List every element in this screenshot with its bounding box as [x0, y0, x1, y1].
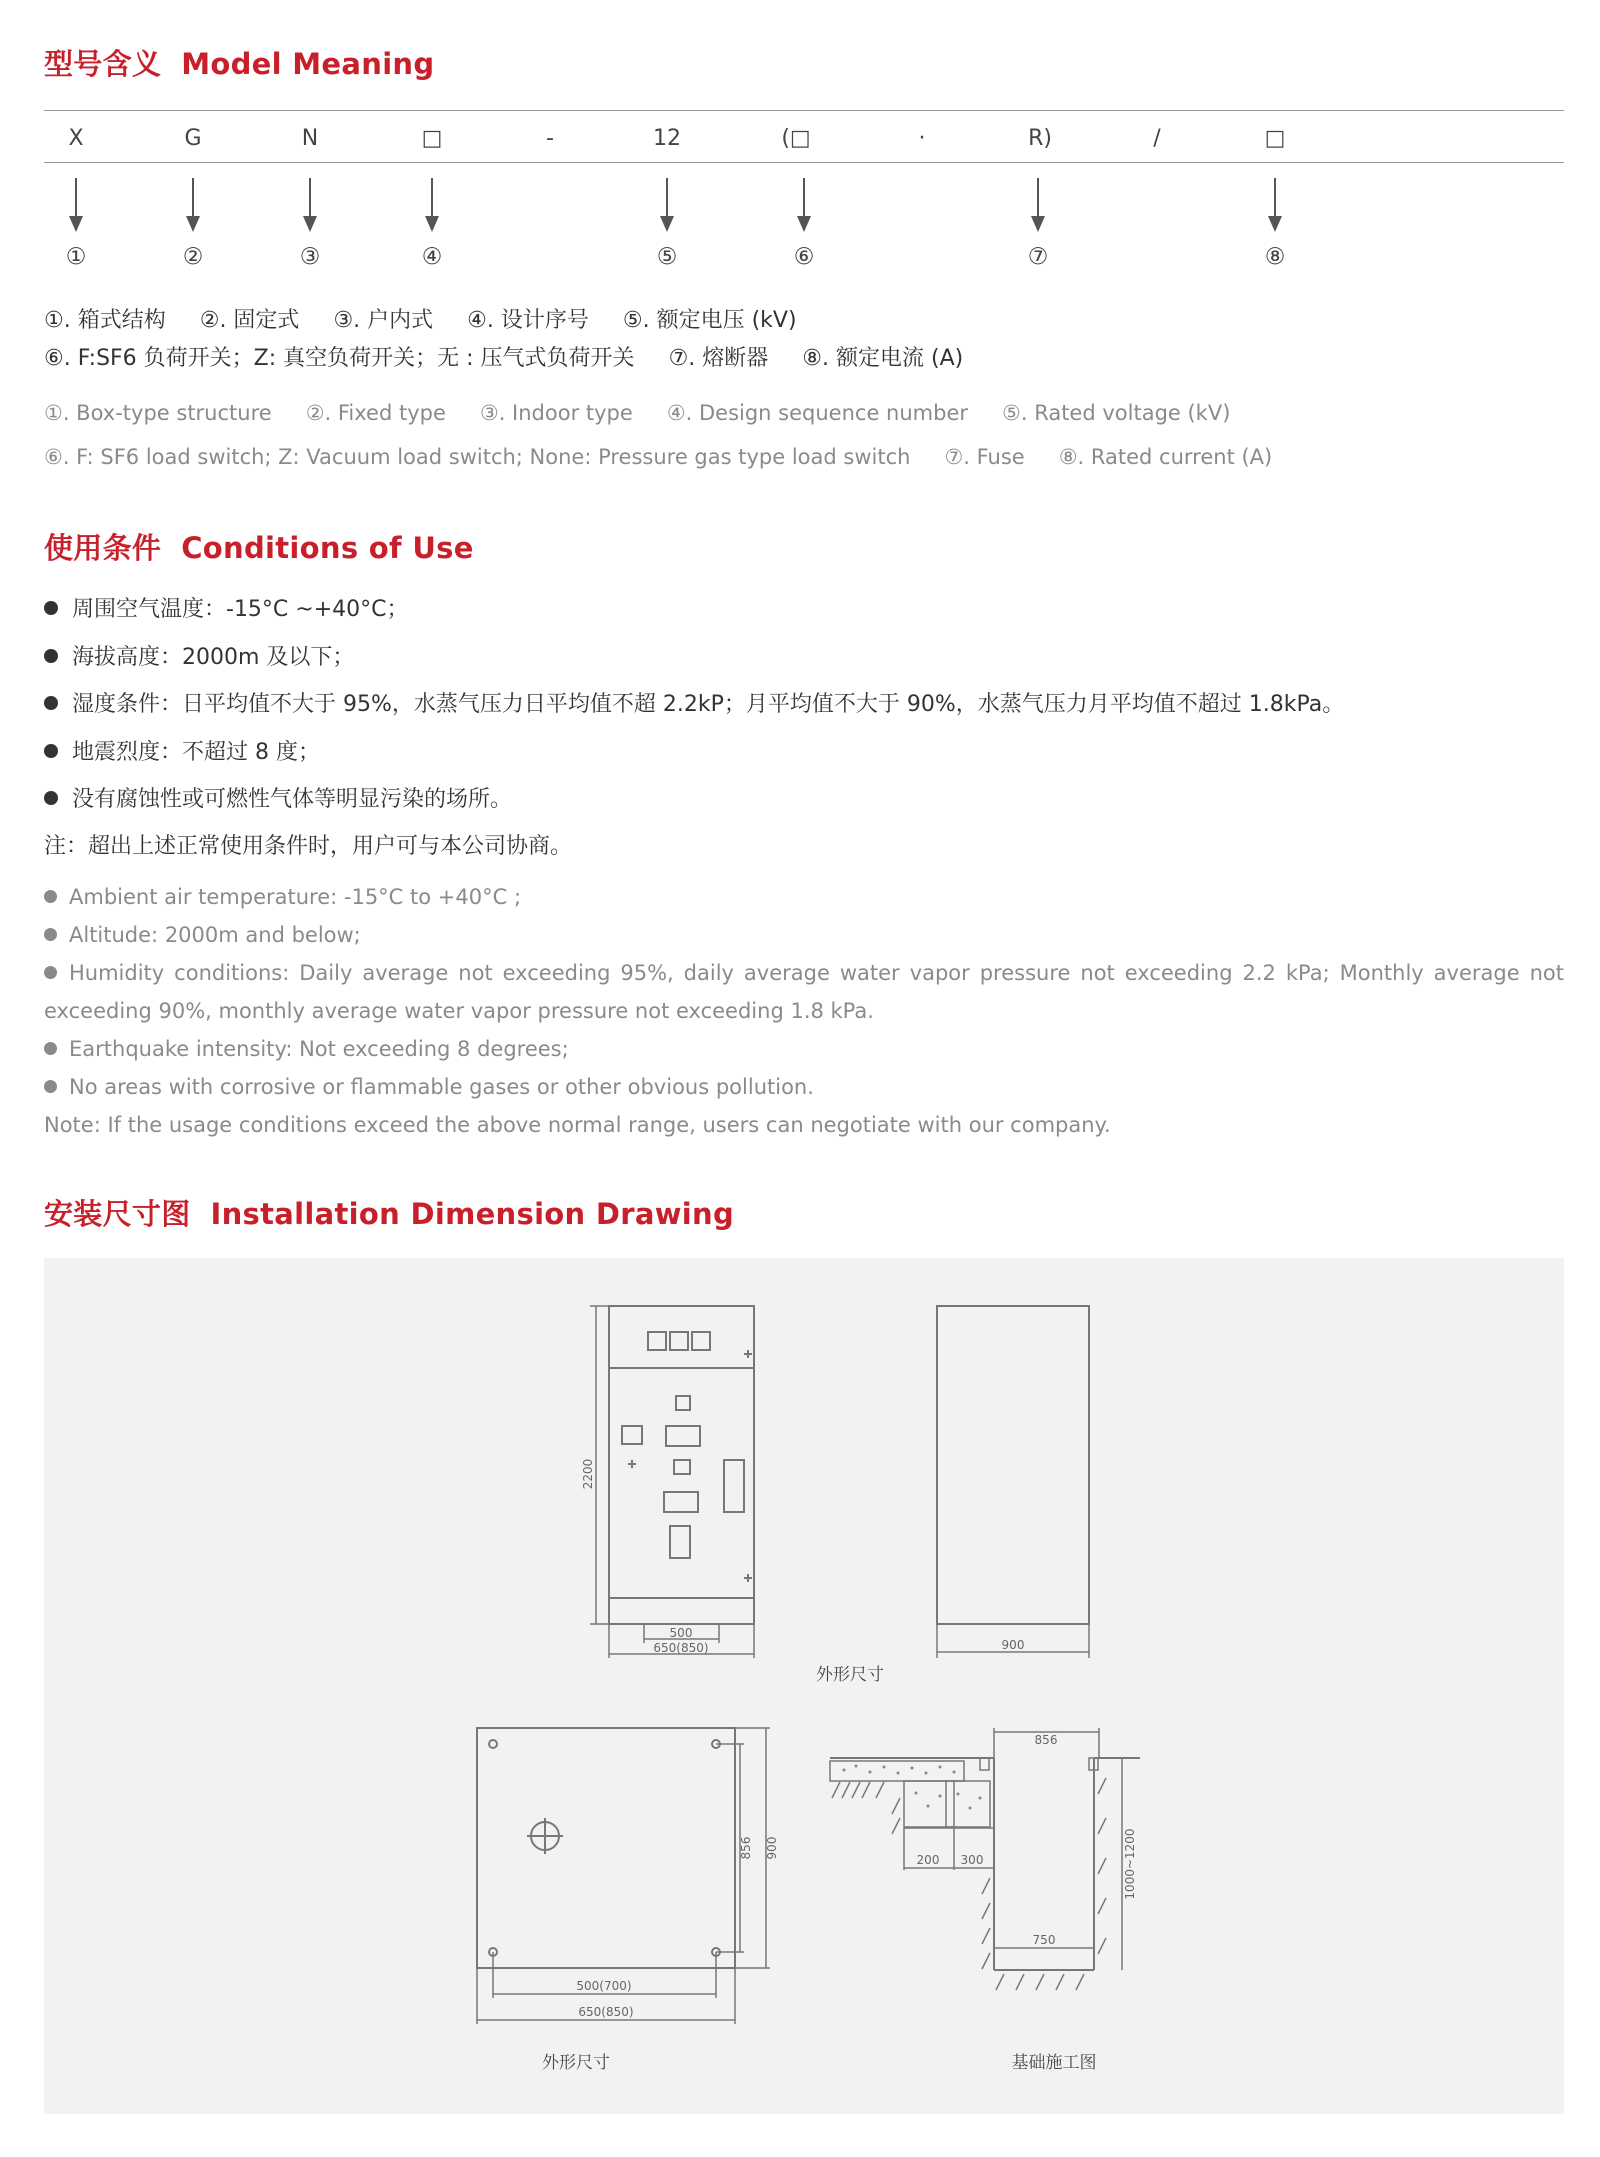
legend-item: ⑥. F: SF6 load switch; Z: Vacuum load switch; None: Pressure gas type load switch [44, 445, 911, 469]
plan-depth-inner-label: 856 [739, 1836, 753, 1860]
legend-item: ④. 设计序号 [467, 308, 589, 333]
side-view-cabinet [937, 1306, 1089, 1624]
conditions-title-cn: 使用条件 [44, 531, 162, 565]
down-arrow-icon [66, 178, 86, 234]
legend-item: ⑧. Rated current (A) [1058, 445, 1273, 469]
code-char: 12 [653, 126, 681, 151]
foundation-top-label: 856 [1034, 1733, 1058, 1747]
condition-cn-item: 没有腐蚀性或可燃性气体等明显污染的场所。 [44, 782, 512, 813]
condition-cn-item: 海拔高度：2000m 及以下； [44, 640, 354, 671]
code-char: - [546, 126, 554, 151]
legend-item: ②. 固定式 [199, 308, 300, 333]
code-char: N [301, 126, 319, 151]
down-arrow-icon [422, 178, 442, 234]
condition-cn-item: 地震烈度：不超过 8 度； [44, 735, 320, 766]
condition-en-item: Altitude: 2000m and below; [44, 916, 1564, 954]
condition-cn-item: 周围空气温度：-15°C ~+40°C； [44, 592, 409, 623]
plan-depth-outer-label: 900 [765, 1836, 779, 1860]
code-char: □ [421, 126, 443, 151]
plan-outer-width-label: 650(850) [578, 2005, 634, 2019]
code-bottom-rule [44, 162, 1564, 163]
foundation-bottom-label: 750 [1032, 1933, 1056, 1947]
code-char: X [68, 126, 84, 151]
position-marker: ⑤ [656, 244, 678, 270]
bullet-icon [44, 649, 58, 663]
legend-item: ⑦. Fuse [944, 445, 1025, 469]
condition-en-item: Humidity conditions: Daily average not exceeding 95%, daily average water vapor pressure not exceeding 2.2 kPa; Monthly average not exceeding 90%, monthly average water vapor pressure not exceeding 1.8 kPa. [44, 961, 1564, 1023]
foundation-hatch-dots [843, 1765, 982, 1810]
legend-item: ⑦. 熔断器 [668, 346, 769, 371]
conditions-title [44, 526, 474, 567]
position-marker: ⑥ [793, 244, 815, 270]
model-code-row [0, 118, 1600, 158]
legend-item: ⑥. F:SF6 负荷开关；Z: 真空负荷开关；无 : 压气式负荷开关 [44, 346, 635, 371]
legend-cn-line-2 [44, 341, 963, 372]
bullet-icon [44, 696, 58, 710]
plan-view-base [477, 1728, 735, 1968]
front-outer-width-label: 650(850) [653, 1641, 709, 1655]
down-arrow-icon [657, 178, 677, 234]
drawing-title-cn: 安装尺寸图 [44, 1197, 191, 1231]
legend-item: ③. Indoor type [479, 401, 633, 425]
drawing-title-en: Installation Dimension Drawing [210, 1197, 735, 1231]
legend-item: ①. 箱式结构 [44, 308, 166, 333]
position-marker: ⑧ [1264, 244, 1286, 270]
legend-en-line-2 [44, 445, 1272, 469]
position-marker: ⑦ [1027, 244, 1049, 270]
condition-en-note: Note: If the usage conditions exceed the above normal range, users can negotiate with our company. [44, 1113, 1111, 1137]
down-arrow-icon [1265, 178, 1285, 234]
code-char: (□ [781, 126, 811, 151]
dimension-drawing-panel [44, 1258, 1564, 2114]
bullet-icon [44, 791, 58, 805]
bullet-icon [44, 890, 57, 903]
legend-item: ③. 户内式 [333, 308, 434, 333]
bullet-icon [44, 966, 57, 979]
front-height-label: 2200 [581, 1458, 595, 1490]
model-meaning-title-en: Model Meaning [181, 47, 435, 81]
bullet-icon [44, 1080, 57, 1093]
code-char: / [1153, 126, 1161, 151]
model-meaning-title [44, 42, 434, 83]
condition-cn-item: 湿度条件：日平均值不大于 95%，水蒸气压力日平均值不超 2.2kP；月平均值不大于 90%，水蒸气压力月平均值不超过 1.8kPa。 [44, 687, 1344, 718]
foundation-left-label: 200 [916, 1853, 940, 1867]
legend-item: ②. Fixed type [305, 401, 446, 425]
legend-item: ⑧. 额定电流 (A) [802, 346, 964, 371]
legend-cn-line-1 [44, 303, 797, 334]
code-char: □ [1264, 126, 1286, 151]
foundation-mid-label: 300 [960, 1853, 984, 1867]
position-marker: ④ [421, 244, 443, 270]
down-arrow-icon [300, 178, 320, 234]
position-marker: ② [182, 244, 204, 270]
legend-item: ①. Box-type structure [44, 401, 272, 425]
caption-outline-dimensions: 外形尺寸 [816, 1665, 884, 1685]
code-top-rule [44, 110, 1564, 111]
position-marker: ③ [299, 244, 321, 270]
conditions-title-en: Conditions of Use [181, 531, 474, 565]
bullet-icon [44, 928, 57, 941]
legend-item: ⑤. Rated voltage (kV) [1002, 401, 1231, 425]
condition-en-item: Ambient air temperature: -15°C to +40°C ; [44, 878, 1564, 916]
bullet-icon [44, 744, 58, 758]
bullet-icon [44, 601, 58, 615]
legend-item: ⑤. 额定电压 (kV) [622, 308, 797, 333]
bullet-icon [44, 1042, 57, 1055]
code-char: R) [1028, 126, 1052, 151]
down-arrow-icon [183, 178, 203, 234]
dimension-drawings-svg [44, 1258, 1564, 2114]
down-arrow-icon [794, 178, 814, 234]
code-char: G [184, 126, 202, 151]
foundation-section [830, 1728, 1140, 1990]
model-meaning-title-cn: 型号含义 [44, 47, 162, 81]
drawing-title [44, 1192, 734, 1233]
legend-item: ④. Design sequence number [666, 401, 969, 425]
down-arrow-icon [1028, 178, 1048, 234]
caption-foundation: 基础施工图 [1011, 2053, 1097, 2073]
plan-inner-width-label: 500(700) [576, 1979, 632, 1993]
condition-en-item: No areas with corrosive or flammable gases or other obvious pollution. [44, 1068, 1564, 1106]
side-width-label: 900 [1001, 1638, 1025, 1652]
foundation-height-label: 1000~1200 [1123, 1828, 1137, 1900]
code-char: · [918, 126, 926, 151]
caption-plan-dimensions: 外形尺寸 [542, 2053, 610, 2073]
legend-en-line-1 [44, 401, 1230, 425]
condition-en-item: Earthquake intensity: Not exceeding 8 degrees; [44, 1030, 1564, 1068]
position-marker: ① [65, 244, 87, 270]
condition-cn-note: 注：超出上述正常使用条件时，用户可与本公司协商。 [44, 834, 573, 859]
front-inner-width-label: 500 [669, 1626, 693, 1640]
